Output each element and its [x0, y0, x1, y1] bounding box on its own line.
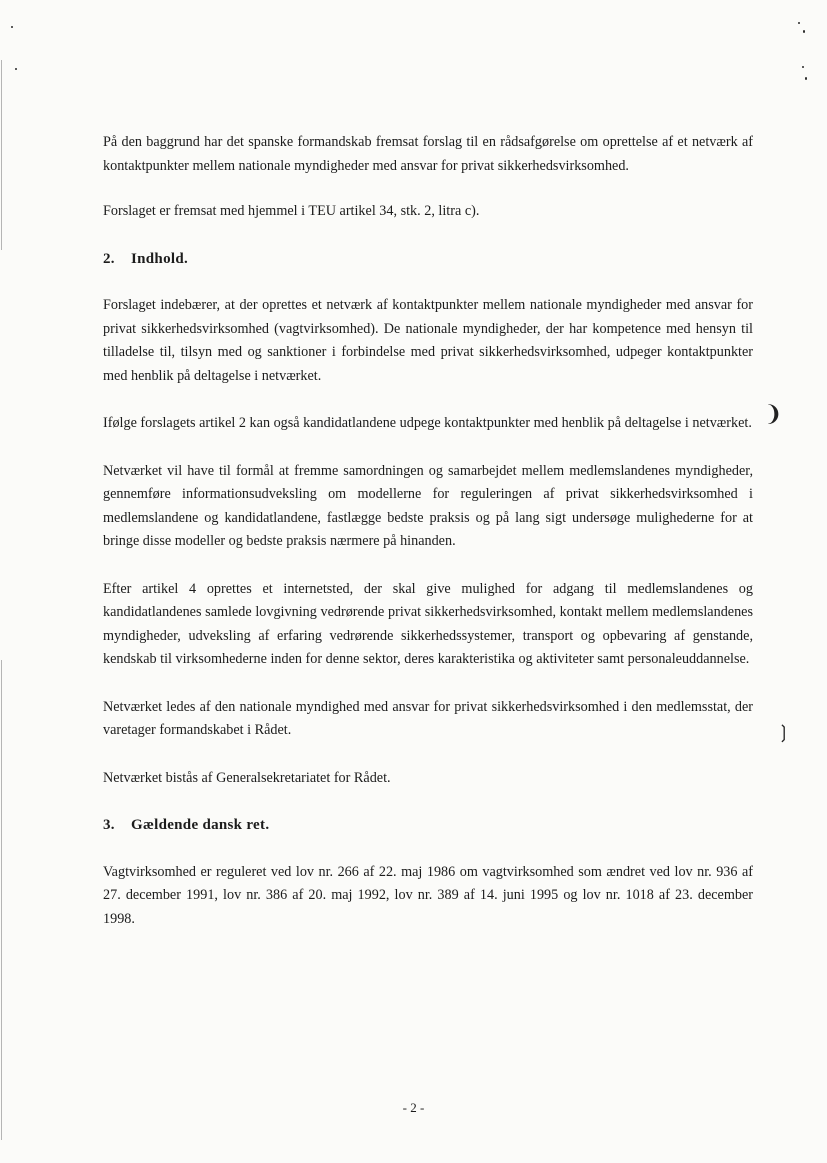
scan-dot	[805, 77, 807, 80]
section-title: Indhold.	[131, 250, 189, 267]
scan-dot	[803, 30, 805, 33]
paragraph: Forslaget indebærer, at der oprettes et netværk af kontaktpunkter mellem nationale myndigheder med ansvar for privat sikkerhedsvirksomhed (vagtvirksomhed). De nationale myndigheder, der har kompetence med hensyn til tilladelse til, tilsyn med og sanktioner i forbindelse med privat sikkerhedsvirksomhed, udpeger kontaktpunkter med henblik på deltagelse i netværket.	[103, 297, 753, 384]
scan-dot	[798, 22, 800, 24]
document-body	[103, 131, 753, 955]
scan-dot	[11, 26, 13, 28]
paragraph: Forslaget er fremsat med hjemmel i TEU artikel 34, stk. 2, litra c).	[103, 203, 480, 219]
paragraph: Netværket ledes af den nationale myndighed med ansvar for privat sikkerhedsvirksomhed i den medlemsstat, der varetager formandskabet i Rådet.	[103, 698, 753, 738]
section-title: Gældende dansk ret.	[131, 817, 270, 833]
paragraph: Netværket bistås af Generalsekretariatet for Rådet.	[103, 769, 391, 786]
scan-dot	[15, 68, 17, 70]
section-heading	[103, 248, 753, 272]
margin-bracket-mark: ❳	[776, 722, 792, 743]
section-heading	[103, 814, 753, 838]
paragraph: Efter artikel 4 oprettes et internetsted, der skal give mulighed for adgang til medlemslandenes og kandidatlandenes samlede lovgivning vedrørende privat sikkerhedsvirksomhed, kontakt mellem medlemslandenes myndigheder, udveksling af erfaring vedrørende sikkerhedssystemer, transport og opbevaring af genstande, kendskab til virksomhederne inden for denne sektor, deres karakteristika og aktiviteter samt personaleuddannelse.	[103, 580, 753, 667]
paragraph: Ifølge forslagets artikel 2 kan også kandidatlandene udpege kontaktpunkter med henblik på deltagelse i netværket.	[103, 415, 752, 431]
margin-bracket-mark: ❩	[764, 402, 783, 427]
scan-dot	[802, 66, 804, 68]
scan-edge-line-bottom	[1, 660, 2, 1140]
paragraph: Vagtvirksomhed er reguleret ved lov nr. 266 af 22. maj 1986 om vagtvirksomhed som ændret ved lov nr. 936 af 27. december 1991, lov nr. 386 af 20. maj 1992, lov nr. 389 af 14. juni 1995 og lov nr. 1018 af 23. december 1998.	[103, 863, 753, 927]
section-number: 3.	[103, 817, 115, 833]
scan-edge-line-top	[1, 60, 2, 250]
section-number: 2.	[103, 250, 115, 267]
paragraph: På den baggrund har det spanske formandskab fremsat forslag til en rådsafgørelse om oprettelse af et netværk af kontaktpunkter mellem nationale myndigheder med ansvar for privat sikkerhedsvirksomhed.	[103, 134, 753, 174]
page-number: - 2 -	[402, 1100, 425, 1115]
paragraph: Netværket vil have til formål at fremme samordningen og samarbejdet mellem medlemslandenes myndigheder, gennemføre informationsudveksling om modellerne for reguleringen af privat sikkerhedsvirksomhed i medlemslandene og kandidatlandene, fastlægge bedste praksis og på lang sigt undersøge mulighederne for at bringe disse modeller og bedste praksis nærmere på hinanden.	[103, 462, 753, 549]
